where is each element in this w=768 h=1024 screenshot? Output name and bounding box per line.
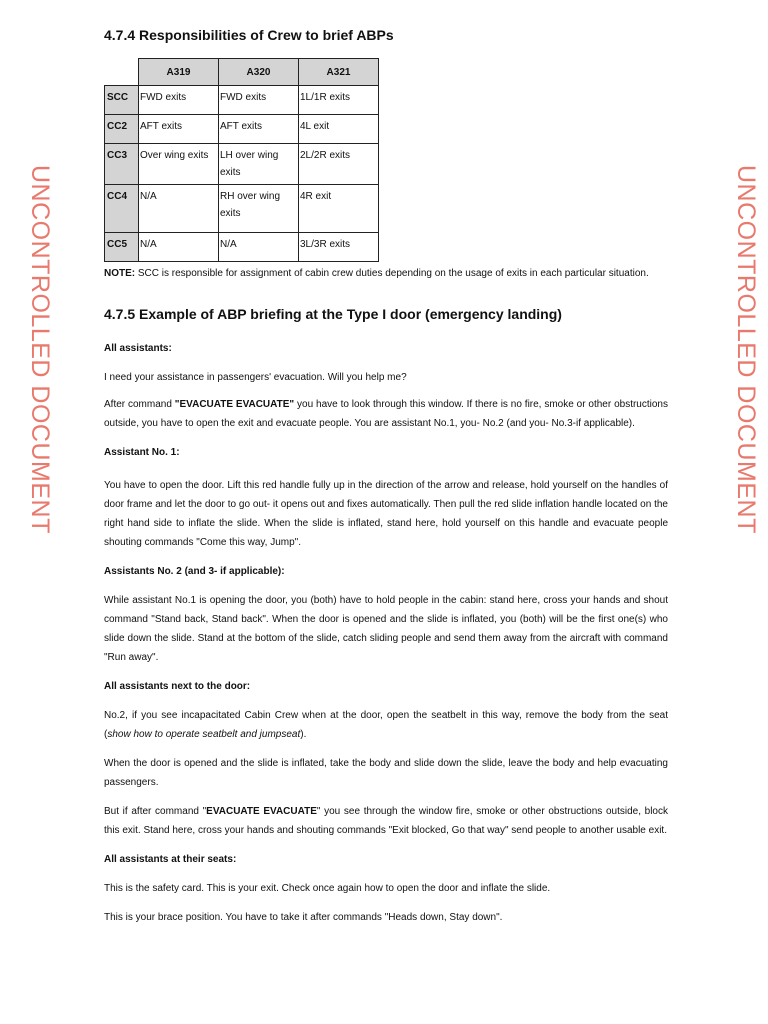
heading-at-seats: All assistants at their seats: [104, 854, 237, 865]
table-cell: 4L exit [299, 115, 379, 144]
table-row [105, 144, 379, 185]
row-header: CC4 [105, 185, 139, 233]
paragraph [104, 706, 668, 744]
heading-next-to-door: All assistants next to the door: [104, 681, 251, 692]
table-cell: FWD exits [139, 86, 219, 115]
paragraph [104, 395, 668, 433]
paragraph: While assistant No.1 is opening the door, you (both) have to hold people in the cabin: stand here, cross your hands and shout command "Stand back, Stand back". When the door is opened and the slide is inflated, you (both) will be the first one(s) who slide down the slide. Stand at the bottom of the slide, catch sliding people and send them away from the aircraft with command "Run away". [104, 595, 668, 663]
text-run: No.2, if you see incapacitated Cabin Crew when at the door, open the seatbelt in this way, remove the body from the seat ( [104, 710, 668, 740]
table-cell: 4R exit [299, 185, 379, 233]
row-header: CC2 [105, 115, 139, 144]
table-cell: N/A [139, 233, 219, 262]
heading-all-assistants: All assistants: [104, 343, 172, 354]
section-title-474: 4.7.4 Responsibilities of Crew to brief ABPs [104, 27, 394, 43]
page-content [104, 24, 668, 927]
table-cell: N/A [219, 233, 299, 262]
paragraph: I need your assistance in passengers' evacuation. Will you help me? [104, 372, 407, 383]
paragraph: When the door is opened and the slide is inflated, take the body and slide down the slide, leave the body and help evacuating passengers. [104, 758, 668, 788]
row-header: SCC [105, 86, 139, 115]
table-row [105, 233, 379, 262]
table-cell: Over wing exits [139, 144, 219, 185]
watermark-right: UNCONTROLLED DOCUMENT [732, 165, 760, 534]
table-header-row [105, 59, 379, 86]
command-text: "EVACUATE EVACUATE" [174, 399, 295, 410]
paragraph: You have to open the door. Lift this red handle fully up in the direction of the arrow and release, hold yourself on the handles of door frame and let the door to go out- it opens out and fixes automatically. Then pull the red slide inflation handle located on the right hand side to inflate the slide. When the slide is inflated, stand here, hold yourself on this handle and evacuate people shouting commands "Come this way, Jump". [104, 480, 668, 548]
table-cell: LH over wing exits [219, 144, 299, 185]
command-text: EVACUATE EVACUATE [206, 806, 317, 817]
paragraph [104, 802, 668, 840]
table-cell: 3L/3R exits [299, 233, 379, 262]
paragraph: This is the safety card. This is your exit. Check once again how to open the door and inflate the slide. [104, 883, 551, 894]
text-run: " you see through the window fire, smoke or other obstructions outside, block this exit. Stand here, cross your hands and shouting commands "Exit blocked, Go that way" send people to another usable exit. [104, 806, 668, 836]
column-header: A321 [299, 59, 379, 86]
text-run: ). [300, 729, 307, 740]
text-run: But if after command " [104, 806, 207, 817]
column-header: A319 [139, 59, 219, 86]
crew-responsibility-table [104, 58, 379, 262]
note-label: NOTE: [104, 268, 136, 279]
italic-text: show how to operate seatbelt and jumpseat [107, 729, 301, 740]
table-cell: 1L/1R exits [299, 86, 379, 115]
table-cell: AFT exits [139, 115, 219, 144]
column-header: A320 [219, 59, 299, 86]
text-run: you have to look through this window. If there is no fire, smoke or other obstructions outside, you have to open the exit and evacuate people. You are assistant No.1, you- No.2 (and you- No.3-if applicable). [104, 399, 668, 429]
watermark-left: UNCONTROLLED DOCUMENT [26, 165, 54, 534]
paragraph: This is your brace position. You have to take it after commands "Heads down, Stay down". [104, 912, 503, 923]
heading-assistant-1: Assistant No. 1: [104, 447, 180, 458]
heading-assistants-2-3: Assistants No. 2 (and 3- if applicable): [104, 566, 285, 577]
note-text: SCC is responsible for assignment of cabin crew duties depending on the usage of exits in each particular situation. [135, 268, 649, 279]
text-run: After command [104, 399, 175, 410]
row-header: CC3 [105, 144, 139, 185]
table-cell: N/A [139, 185, 219, 233]
section-title-475: 4.7.5 Example of ABP briefing at the Type I door (emergency landing) [104, 306, 562, 322]
table-corner [105, 59, 139, 86]
table-cell: 2L/2R exits [299, 144, 379, 185]
row-header: CC5 [105, 233, 139, 262]
table-cell: RH over wing exits [219, 185, 299, 233]
table-row [105, 86, 379, 115]
table-row [105, 185, 379, 233]
table-note [104, 266, 668, 281]
table-cell: AFT exits [219, 115, 299, 144]
table-cell: FWD exits [219, 86, 299, 115]
table-row [105, 115, 379, 144]
